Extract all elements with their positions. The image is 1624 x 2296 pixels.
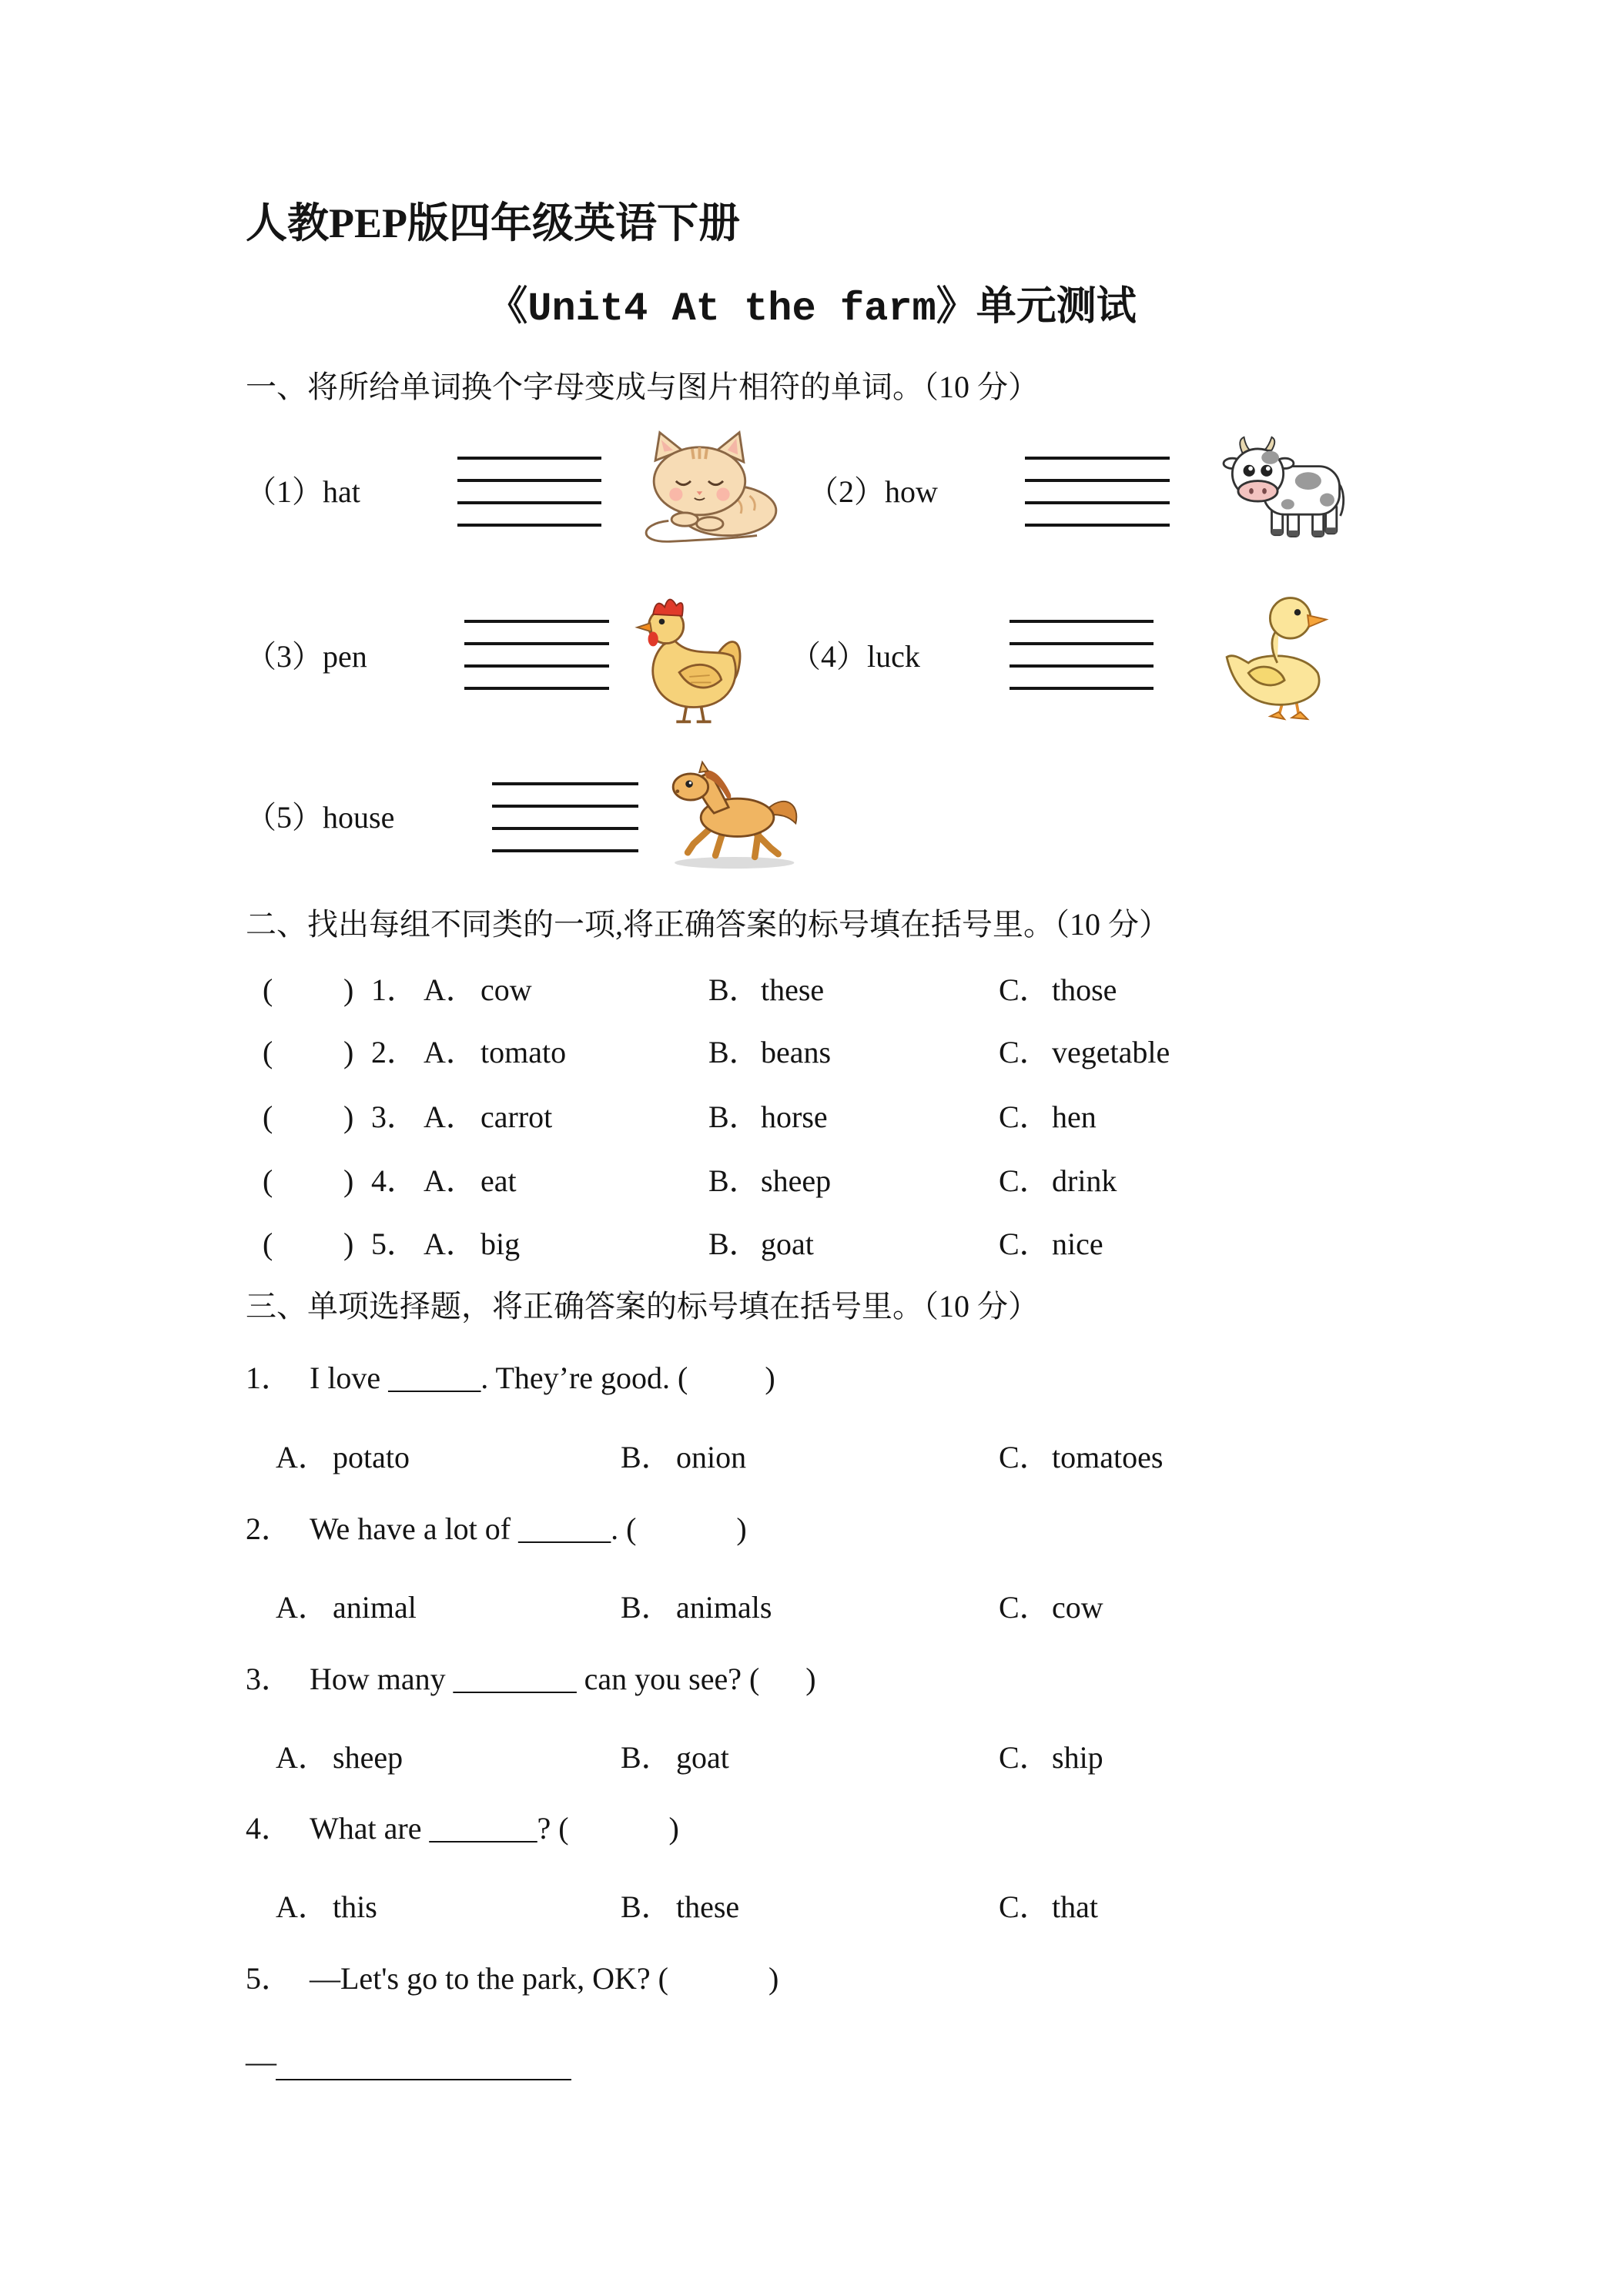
option-b-label: B．: [621, 1889, 672, 1924]
writing-line: [492, 849, 638, 852]
option-c-label: C．: [999, 1590, 1050, 1625]
option-a-text: cow: [481, 972, 532, 1007]
question-text: I love ______. They’re good. ( ): [310, 1361, 775, 1395]
writing-line: [1010, 664, 1154, 668]
question-number: 4．: [371, 1163, 417, 1198]
answer-paren-close: ): [343, 1227, 354, 1261]
question-number: 3．: [246, 1662, 292, 1696]
section3-heading: 三、单项选择题，将正确答案的标号填在括号里。（10 分）: [246, 1289, 1039, 1324]
option-a-text: potato: [333, 1440, 410, 1474]
option-c-label: C．: [999, 1227, 1050, 1261]
option-b-label: B．: [708, 1099, 760, 1134]
option-a-label: A．: [276, 1590, 329, 1625]
question-number: 3．: [371, 1099, 417, 1134]
option-c-text: those: [1052, 972, 1117, 1007]
section1-heading: 一、将所给单词换个字母变成与图片相符的单词。（10 分）: [246, 370, 1039, 404]
writing-line: [1025, 457, 1170, 460]
question-number: 2．: [246, 1511, 292, 1546]
writing-line: [464, 642, 609, 645]
option-a-label: A．: [424, 1099, 477, 1134]
answer-writing-lines: [1010, 620, 1154, 691]
option-a-text: eat: [481, 1163, 517, 1198]
option-b-text: goat: [676, 1740, 729, 1775]
option-b-text: sheep: [761, 1163, 832, 1198]
option-b-label: B．: [621, 1440, 672, 1474]
option-b-text: these: [761, 972, 825, 1007]
answer-paren-open: (: [263, 1227, 273, 1261]
duck-picture: [1217, 587, 1332, 726]
page-subtitle: 《Unit4 At the farm》单元测试: [487, 286, 1137, 332]
option-a-label: A．: [424, 1035, 477, 1069]
option-a-label: A．: [276, 1889, 329, 1924]
answer-paren-open: (: [263, 972, 273, 1007]
item-label: （4）luck: [790, 639, 920, 674]
answer-paren-open: (: [263, 1099, 273, 1134]
question-text: How many ________ can you see? ( ): [310, 1662, 816, 1696]
option-c-label: C．: [999, 972, 1050, 1007]
answer-writing-lines: [464, 620, 609, 691]
option-c-label: C．: [999, 1889, 1050, 1924]
answer-paren-close: ): [343, 1035, 354, 1069]
item-label: （3）pen: [246, 639, 367, 674]
option-b-label: B．: [708, 1227, 760, 1261]
option-c-label: C．: [999, 1163, 1050, 1198]
question-number: 1．: [371, 972, 417, 1007]
option-a-text: animal: [333, 1590, 417, 1625]
writing-line: [464, 664, 609, 668]
option-b-text: these: [676, 1889, 740, 1924]
question-text: We have a lot of ______. ( ): [310, 1511, 747, 1546]
question-number: 4．: [246, 1811, 292, 1846]
writing-line: [457, 479, 601, 482]
option-b-text: horse: [761, 1099, 828, 1134]
option-b-text: goat: [761, 1227, 814, 1261]
writing-line: [464, 687, 609, 690]
option-c-label: C．: [999, 1099, 1050, 1134]
answer-paren-close: ): [343, 1099, 354, 1134]
question-number: 1．: [246, 1361, 292, 1395]
option-b-label: B．: [708, 1163, 760, 1198]
question-text: —Let's go to the park, OK? ( ): [310, 1961, 779, 1996]
writing-line: [457, 524, 601, 527]
option-c-text: ship: [1052, 1740, 1103, 1775]
option-c-text: nice: [1052, 1227, 1103, 1261]
page-title: 人教PEP版四年级英语下册: [246, 200, 740, 246]
writing-line: [1010, 620, 1154, 623]
option-b-text: animals: [676, 1590, 772, 1625]
writing-line: [492, 827, 638, 830]
option-a-label: A．: [424, 972, 477, 1007]
option-b-label: B．: [621, 1590, 672, 1625]
hen-picture: [628, 588, 745, 726]
option-b-label: B．: [708, 1035, 760, 1069]
option-b-text: onion: [676, 1440, 747, 1474]
option-a-label: A．: [276, 1440, 329, 1474]
question-number: 5．: [371, 1227, 417, 1261]
writing-line: [457, 501, 601, 504]
option-a-label: A．: [424, 1163, 477, 1198]
option-c-text: vegetable: [1052, 1035, 1170, 1069]
question-text: What are _______? ( ): [310, 1811, 679, 1846]
writing-line: [492, 805, 638, 808]
option-a-text: tomato: [481, 1035, 567, 1069]
option-a-text: carrot: [481, 1099, 553, 1134]
writing-line: [492, 782, 638, 785]
question-number: 2．: [371, 1035, 417, 1069]
option-c-text: cow: [1052, 1590, 1103, 1625]
writing-line: [1025, 501, 1170, 504]
answer-paren-open: (: [263, 1035, 273, 1069]
writing-line: [1010, 687, 1154, 690]
option-c-text: drink: [1052, 1163, 1117, 1198]
item-label: （5）house: [246, 800, 395, 835]
cow-picture: [1224, 432, 1348, 546]
option-c-text: that: [1052, 1889, 1098, 1924]
answer-blank-line: [276, 2043, 571, 2080]
horse-picture: [661, 756, 800, 873]
option-c-label: C．: [999, 1740, 1050, 1775]
writing-line: [457, 457, 601, 460]
option-c-text: tomatoes: [1052, 1440, 1164, 1474]
section2-heading: 二、找出每组不同类的一项,将正确答案的标号填在括号里。（10 分）: [246, 907, 1170, 942]
question-number: 5．: [246, 1961, 292, 1996]
answer-paren-close: ): [343, 1163, 354, 1198]
item-label: （1）hat: [246, 474, 360, 509]
option-c-label: C．: [999, 1035, 1050, 1069]
answer-writing-lines: [457, 457, 601, 527]
answer-dash: —: [246, 2044, 276, 2079]
answer-writing-lines: [492, 782, 638, 853]
option-a-text: this: [333, 1889, 377, 1924]
option-a-label: A．: [276, 1740, 329, 1775]
option-b-text: beans: [761, 1035, 832, 1069]
option-c-text: hen: [1052, 1099, 1097, 1134]
option-a-text: big: [481, 1227, 521, 1261]
writing-line: [1025, 479, 1170, 482]
writing-line: [1025, 524, 1170, 527]
item-label: （2）how: [808, 474, 938, 509]
answer-writing-lines: [1025, 457, 1170, 527]
option-b-label: B．: [708, 972, 760, 1007]
option-c-label: C．: [999, 1440, 1050, 1474]
option-a-label: A．: [424, 1227, 477, 1261]
writing-line: [1010, 642, 1154, 645]
answer-paren-close: ): [343, 972, 354, 1007]
answer-paren-open: (: [263, 1163, 273, 1198]
writing-line: [464, 620, 609, 623]
cat-picture: [632, 428, 782, 546]
option-b-label: B．: [621, 1740, 672, 1775]
option-a-text: sheep: [333, 1740, 403, 1775]
